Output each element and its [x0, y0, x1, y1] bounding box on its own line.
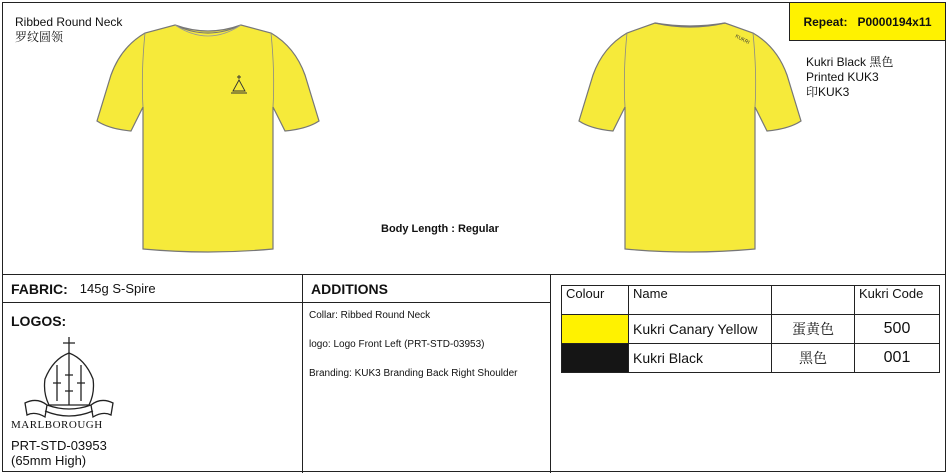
addition-item-branding: Branding: KUK3 Branding Back Right Shoulder: [309, 368, 518, 379]
back-shirt-illustration: [565, 13, 815, 258]
additions-label: ADDITIONS: [311, 280, 388, 297]
table-row: [562, 315, 940, 344]
addition-item-collar: Collar: Ribbed Round Neck: [309, 310, 431, 321]
logo-size: (65mm High): [11, 453, 87, 468]
colour-name-cn: 黑色: [772, 344, 855, 373]
colour-col-header: Colour: [562, 286, 629, 315]
logos-label: LOGOS:: [11, 313, 67, 329]
cn-col-header: [772, 286, 855, 315]
print-note: [806, 55, 893, 100]
print-line-1: Kukri Black 黑色: [806, 55, 894, 69]
front-shirt-body: [97, 25, 319, 252]
additions-list: [303, 303, 550, 402]
repeat-badge: [789, 3, 945, 41]
additions-header: [303, 275, 550, 303]
table-row: [562, 344, 940, 373]
logo-code: [11, 438, 107, 468]
print-line-2: Printed KUK3: [806, 70, 879, 84]
fabric-label: FABRIC:: [11, 280, 68, 297]
logo-code-value: PRT-STD-03953: [11, 438, 107, 453]
colour-code: 500: [855, 315, 940, 344]
colour-swatch: [562, 344, 629, 373]
print-line-3: 印KUK3: [806, 85, 850, 99]
addition-item-logo: logo: Logo Front Left (PRT-STD-03953): [309, 339, 485, 350]
additions-panel: [303, 275, 551, 473]
back-print-text: KUKRI: [734, 33, 751, 46]
front-shirt-illustration: [83, 13, 333, 258]
colours-panel: [551, 275, 945, 473]
body-length-note: Body Length : Regular: [381, 223, 499, 235]
colours-header-row: [562, 286, 940, 315]
colour-name-cn: 蛋黄色: [772, 315, 855, 344]
colour-name: Kukri Black: [629, 344, 772, 373]
neck-label-cn: 罗纹圆领: [15, 30, 64, 44]
fabric-value: 145g S-Spire: [79, 281, 156, 296]
back-shirt-body: [579, 23, 801, 252]
fabric-logos-panel: [3, 275, 303, 473]
code-col-header: Kukri Code: [855, 286, 940, 315]
fabric-row: [3, 275, 302, 303]
colour-code: 001: [855, 344, 940, 373]
neck-label-en: Ribbed Round Neck: [15, 15, 123, 29]
logo-wordmark: MARLBOROUGH: [11, 419, 103, 431]
spec-details: [3, 275, 945, 473]
repeat-value: P0000194x11: [857, 14, 932, 29]
repeat-label: Repeat:: [803, 14, 848, 29]
colours-table: [561, 285, 940, 373]
colour-name: Kukri Canary Yellow: [629, 315, 772, 344]
colour-swatch: [562, 315, 629, 344]
spec-sheet: [2, 2, 946, 472]
name-col-header: Name: [629, 286, 772, 315]
garment-view: [3, 3, 945, 275]
